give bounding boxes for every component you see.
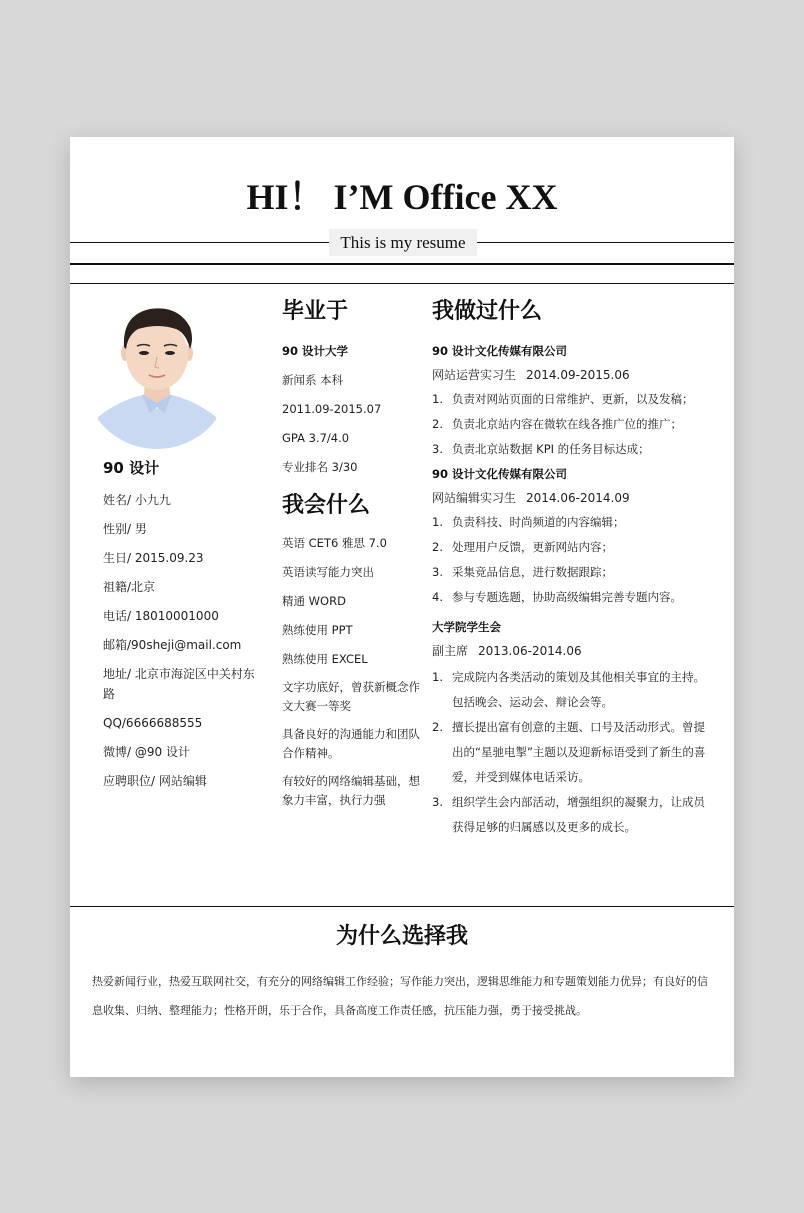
education-item: GPA 3.7/4.0 [282,431,350,445]
education-title: 毕业于 [282,299,349,324]
job-date: 2014.06-2014.09 [526,491,630,505]
portrait-icon [98,297,216,453]
header-rule-bottom [70,283,734,284]
info-qq: QQ/6666688555 [103,716,203,730]
job-company: 90 设计文化传媒有限公司 [432,467,568,481]
education-item: 专业排名 3/30 [282,460,358,474]
info-position: 应聘职位/ 网站编辑 [103,774,207,788]
job-duties [432,389,714,459]
job-title: 网站编辑实习生 [432,491,517,505]
job-company: 90 设计文化传媒有限公司 [432,344,568,358]
duty-item: 4. 参与专题选题，协助高级编辑完善专题内容。 [432,590,682,604]
duty-item: 3. 组织学生会内部活动，增强组织的凝聚力，让成员获得足够的归属感以及更多的成长。 [432,795,705,834]
job-role [432,641,714,661]
job-role [432,365,714,385]
duty-item: 2. 负责北京站内容在微软在线各推广位的推广； [432,417,682,431]
info-hometown: 祖籍/北京 [103,580,156,594]
job-title: 副主席 [432,644,469,658]
duty-item: 1. 完成院内各类活动的策划及其他相关事宜的主持。包括晚会、运动会、辩论会等。 [432,670,705,709]
resume-title: HI！ I’M Office XX [246,177,558,217]
job-role [432,488,714,508]
job-duties [432,665,714,840]
education-item: 新闻系 本科 [282,373,344,387]
skills-list [282,533,422,810]
skill-item: 有较好的网络编辑基础，想象力丰富，执行力强 [282,774,420,807]
education-list [282,341,422,477]
why-me-title: 为什么选择我 [335,924,468,949]
header-rule-thick [70,263,734,265]
job-entry [432,464,714,607]
experience-title: 我做过什么 [432,299,543,324]
duty-item: 1. 负责对网站页面的日常维护、更新，以及发稿； [432,392,694,406]
personal-info-list [103,490,263,800]
duty-item: 3. 负责北京站数据 KPI 的任务目标达成； [432,442,650,456]
skill-item: 具备良好的沟通能力和团队合作精神。 [282,727,420,760]
education-skills-column [282,297,422,819]
skill-item: 英语 CET6 雅思 7.0 [282,536,387,550]
skill-item: 精通 WORD [282,594,346,608]
why-me-text: 热爱新闻行业，热爱互联网社交，有充分的网络编辑工作经验；写作能力突出，逻辑思维能力和专题策划能力优异；有良好的信息收集、归纳、整理能力；性格开朗，乐于合作，具备高度工作责任感，抗压能力强，勇于接受挑战。 [92,975,708,1017]
skill-item: 熟练使用 PPT [282,623,353,637]
skill-item: 熟练使用 EXCEL [282,652,368,666]
info-name: 姓名/ 小九九 [103,493,171,507]
skill-item: 文字功底好，曾获新概念作文大赛一等奖 [282,680,420,713]
resume-page [70,137,734,1077]
info-weibo: 微博/ @90 设计 [103,745,190,759]
section-divider [70,906,734,907]
skills-title: 我会什么 [282,493,371,518]
school-name: 90 设计大学 [282,344,349,358]
portrait-photo [98,297,216,453]
duty-item: 1. 负责科技、时尚频道的内容编辑； [432,515,625,529]
job-company: 大学院学生会 [432,620,501,634]
duty-item: 2. 擅长提出富有创意的主题、口号及活动形式。曾提出的“星驰电掣”主题以及迎新标语受到了新生的喜爱，并受到媒体电话采访。 [432,720,706,784]
job-entry [432,617,714,840]
duty-item: 2. 处理用户反馈，更新网站内容； [432,540,613,554]
info-address: 地址/ 北京市海淀区中关村东路 [103,667,255,701]
job-date: 2014.09-2015.06 [526,368,630,382]
info-phone: 电话/ 18010001000 [103,609,219,623]
job-duties [432,512,714,607]
experience-column [432,297,714,840]
info-birthday: 生日/ 2015.09.23 [103,551,204,565]
info-gender: 性别/ 男 [103,522,147,536]
job-date: 2013.06-2014.06 [478,644,582,658]
job-title: 网站运营实习生 [432,368,517,382]
education-item: 2011.09-2015.07 [282,402,382,416]
job-entry [432,341,714,459]
profile-name: 90 设计 [103,459,160,477]
resume-subtitle: This is my resume [329,229,477,256]
duty-item: 3. 采集竞品信息，进行数据跟踪； [432,565,613,579]
info-email: 邮箱/90sheji@mail.com [103,638,242,652]
skill-item: 英语读写能力突出 [282,565,374,579]
